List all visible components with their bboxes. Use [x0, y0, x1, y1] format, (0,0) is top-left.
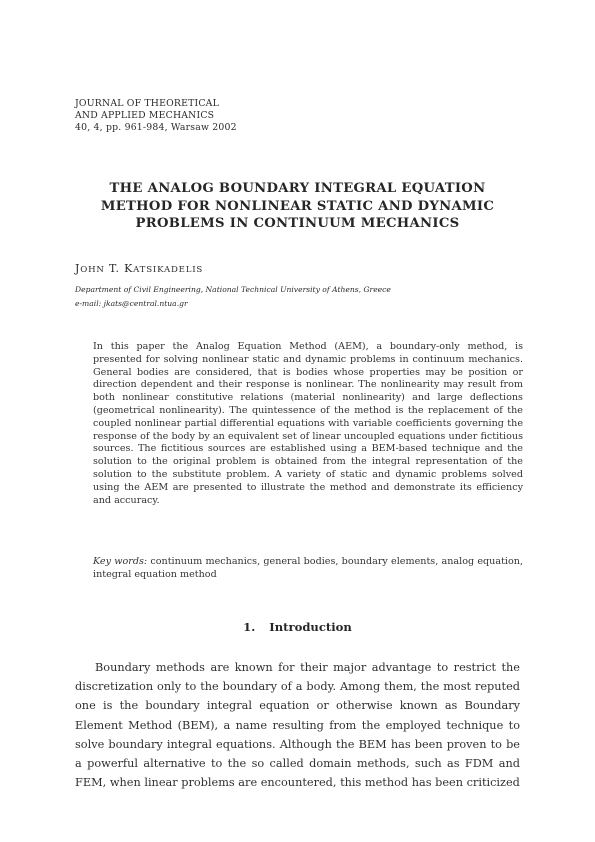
- affiliation-department: Department of Civil Engineering, National Technical University of Athens, Greece: [75, 285, 391, 294]
- author-last-rest: ATSIKADELIS: [133, 265, 204, 275]
- journal-name-line2: AND APPLIED MECHANICS: [75, 110, 215, 121]
- section-number: 1.: [243, 620, 256, 634]
- abstract: [93, 341, 523, 507]
- section-title: Introduction: [269, 620, 352, 634]
- section-heading: [0, 620, 595, 634]
- keywords: [93, 556, 523, 582]
- paper-title: [70, 180, 525, 233]
- introduction-paragraph: Boundary methods are known for their major advantage to restrict the discretization only to the boundary of a body. Among them, the most reputed one is the boundary integral equation or otherwise known as Boundary Element Method (BEM), a name resulting from the employed technique to solve boundary integral equations. Although the BEM has been proven to be a powerful alternative to the so called domain methods, such as FDM and FEM, when linear problems are encountered, this method has been criticized: [75, 661, 520, 790]
- title-line1: THE ANALOG BOUNDARY INTEGRAL EQUATION: [109, 181, 486, 196]
- author-middle: T.: [104, 262, 125, 275]
- title-line2: METHOD FOR NONLINEAR STATIC AND DYNAMIC: [100, 198, 495, 214]
- journal-citation: 40, 4, pp. 961-984, Warsaw 2002: [75, 122, 237, 133]
- author-last-initial: K: [124, 262, 134, 275]
- author-first-initial: J: [75, 262, 81, 275]
- affiliation: [75, 283, 545, 311]
- author-first-rest: OHN: [80, 265, 105, 275]
- keywords-label: Key words:: [93, 556, 148, 567]
- affiliation-email: e-mail: jkats@central.ntua.gr: [75, 299, 188, 308]
- introduction-body: [75, 658, 520, 792]
- journal-name-line1: JOURNAL OF THEORETICAL: [75, 98, 219, 109]
- title-line3: PROBLEMS IN CONTINUUM MECHANICS: [135, 216, 460, 231]
- abstract-text: In this paper the Analog Equation Method (AEM), a boundary-only method, is presented for solving nonlinear static and dynamic problems in continuum mechanics. General bodies are considered, that is bodies whose properties may be position or direction dependent and their response is nonlinear. The nonlinearity may result from both nonlinear constitutive relations (material nonlinearity) and large deflections (geometrical nonlinearity). The quintessence of the method is the replacement of the coupled nonlinear partial differential equations with variable coefficients governing the response of the body by an equivalent set of linear uncoupled equations under fictitious sources. The fictitious sources are established using a BEM-based technique and the solution to the original problem is obtained from the integral representation of the solution to the substitute problem. A variety of static and dynamic problems solved using the AEM are presented to illustrate the method and demonstrate its efficiency and accuracy.: [93, 341, 523, 506]
- author-name: [75, 262, 203, 275]
- journal-header: [75, 98, 237, 134]
- keywords-text: continuum mechanics, general bodies, boundary elements, analog equation, integral equation method: [93, 556, 523, 580]
